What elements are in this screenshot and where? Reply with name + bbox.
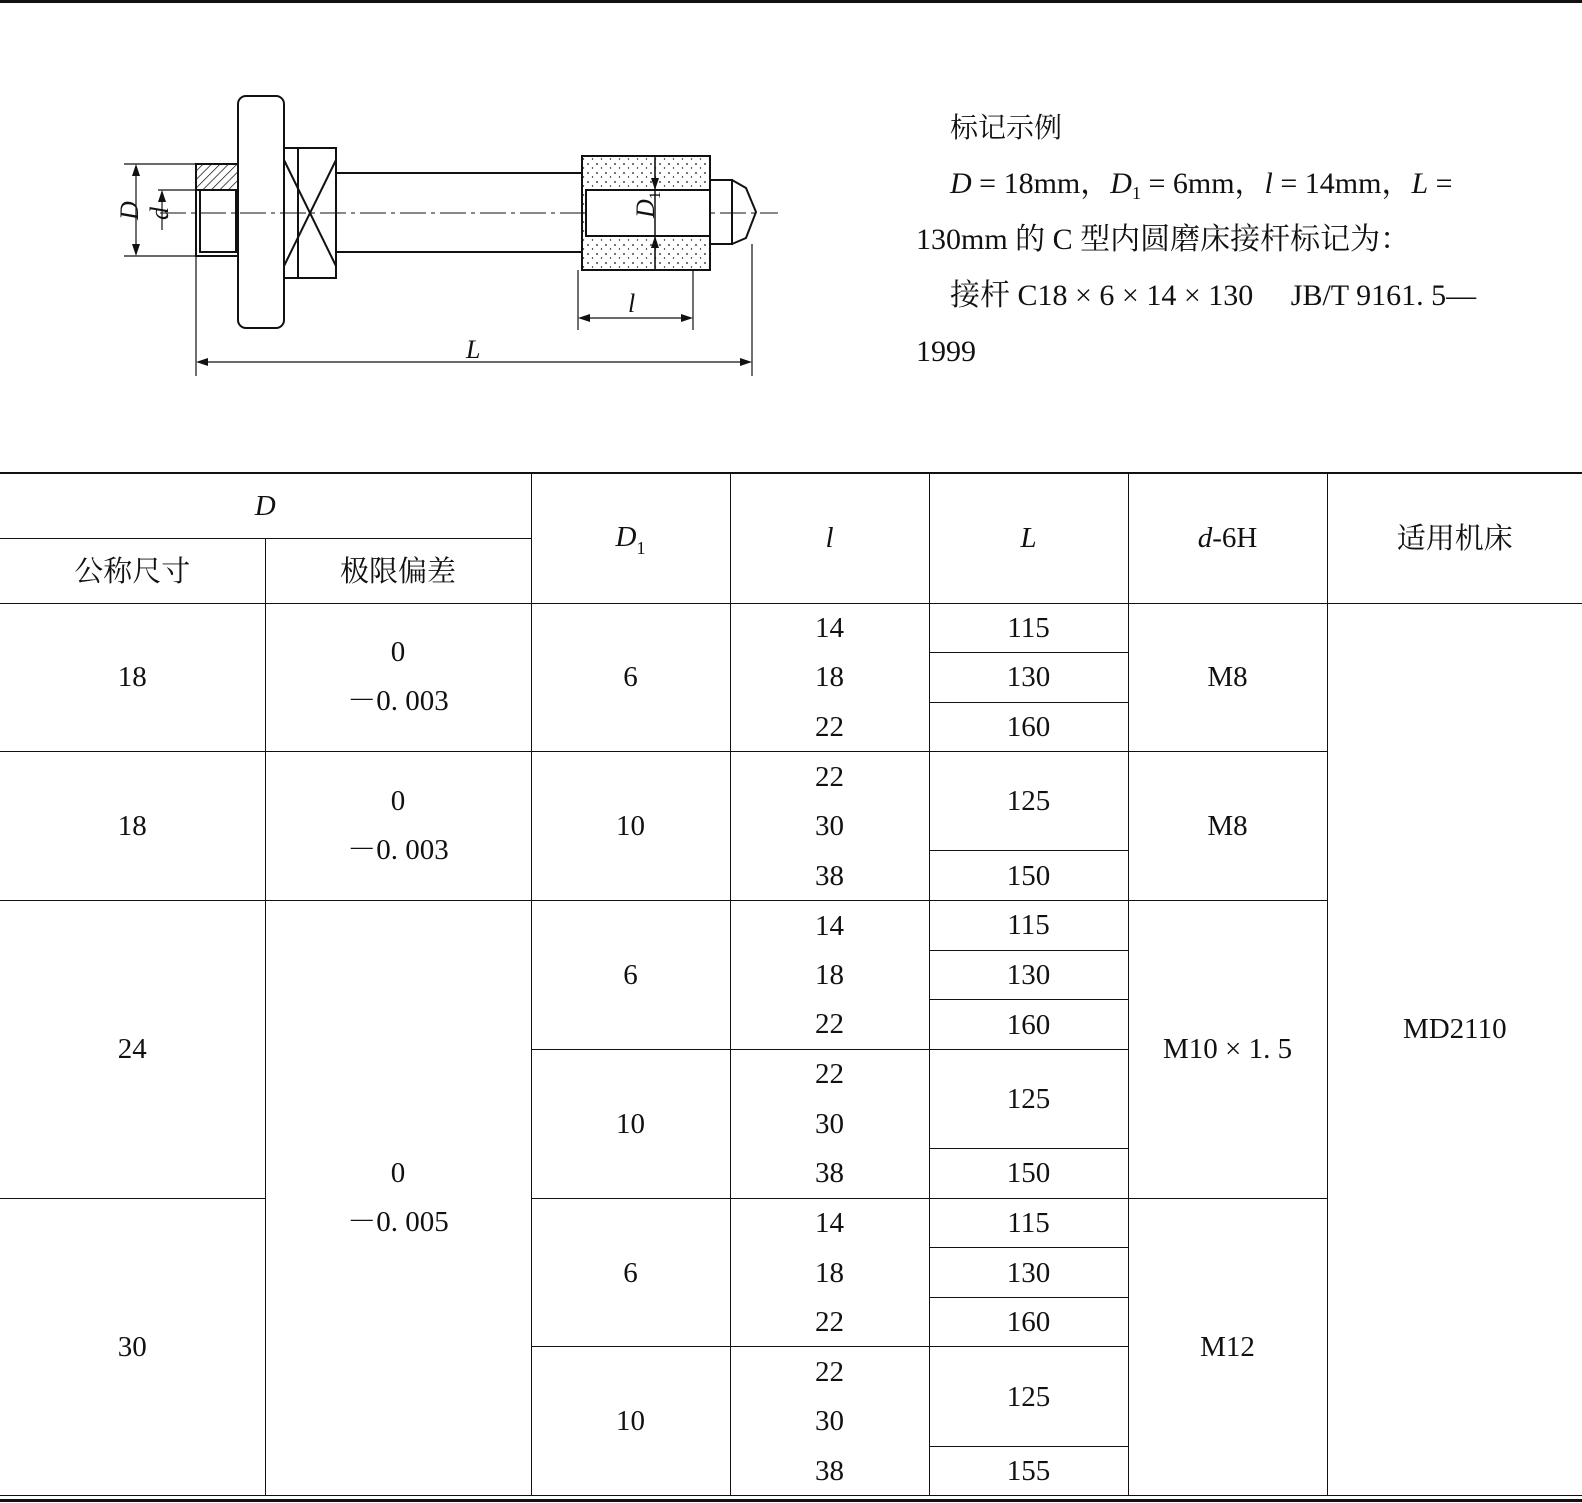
cell-l: 14 — [730, 603, 929, 653]
cell-l: 38 — [730, 851, 929, 901]
example-line-1: D = 18mm，$D_1 = 6mm$，l = 14mm，L = — [950, 167, 1453, 203]
label-D: D — [115, 201, 144, 220]
cell-L: 160 — [929, 1000, 1128, 1050]
bottom-rule — [0, 1499, 1582, 1502]
header-deviation: 极限偏差 — [265, 538, 531, 603]
cell-L: 115 — [929, 901, 1128, 951]
cell-deviation: 0 －0. 005 — [265, 901, 531, 1496]
cell-deviation: 0 －0. 003 — [265, 752, 531, 901]
cell-D1: 10 — [531, 752, 730, 901]
cell-L: 115 — [929, 1198, 1128, 1248]
header-nominal: 公称尺寸 — [0, 538, 265, 603]
example-line-4: 1999 — [916, 335, 976, 368]
cell-l: 18 — [730, 950, 929, 1000]
cell-L: 125 — [929, 1049, 1128, 1148]
cell-l: 22 — [730, 1347, 929, 1397]
cell-thread: M8 — [1128, 752, 1327, 901]
cell-l: 38 — [730, 1446, 929, 1496]
cell-l: 22 — [730, 752, 929, 802]
cell-l: 18 — [730, 653, 929, 703]
cell-L: 150 — [929, 1149, 1128, 1199]
label-d: d — [145, 207, 174, 220]
cell-l: 22 — [730, 1297, 929, 1347]
header-D1: $D_1$ — [531, 473, 730, 603]
cell-l: 22 — [730, 702, 929, 752]
cell-l: 30 — [815, 1405, 845, 1438]
cell-D1: 6 — [531, 1198, 730, 1347]
top-rule — [0, 0, 1582, 3]
header-L: L — [929, 473, 1128, 603]
cell-thread: M8 — [1128, 603, 1327, 752]
cell-L: 160 — [929, 702, 1128, 752]
cell-L: 155 — [929, 1446, 1128, 1496]
example-line-3: 接杆 C18 × 6 × 14 × 130 JB/T 9161. 5— — [950, 279, 1477, 312]
cell-l: 18 — [730, 1248, 929, 1298]
header-l: l — [730, 473, 929, 603]
label-L: L — [466, 335, 481, 364]
example-line-2: 130mm 的 C 型内圆磨床接杆标记为： — [916, 223, 1411, 256]
cell-l: 22 — [730, 1000, 929, 1050]
cell-D: 18 — [0, 752, 265, 901]
cell-L: 150 — [929, 851, 1128, 901]
cell-D1: 6 — [531, 901, 730, 1050]
cell-deviation: 0 －0. 003 — [265, 603, 531, 752]
cell-D1: 6 — [531, 603, 730, 752]
cell-l: 14 — [730, 901, 929, 951]
cell-D1: 10 — [531, 1049, 730, 1198]
label-D1: $D_1$ — [631, 191, 664, 218]
cell-l: 30 — [815, 810, 845, 843]
cell-l: 30 — [815, 1107, 845, 1140]
marking-example — [916, 100, 1561, 380]
cell-l: 14 — [730, 1198, 929, 1248]
cell-L: 125 — [929, 1347, 1128, 1446]
cell-L: 125 — [929, 752, 1128, 851]
header-d6H: d-6H — [1128, 473, 1327, 603]
spec-table — [0, 472, 1582, 1496]
header-machine: 适用机床 — [1327, 473, 1582, 603]
cell-l: 38 — [730, 1149, 929, 1199]
cell-L: 130 — [929, 950, 1128, 1000]
cell-thread: M10 × 1. 5 — [1128, 901, 1327, 1199]
cell-thread: M12 — [1128, 1198, 1327, 1496]
boring-bar-drawing — [100, 80, 800, 390]
label-l: l — [628, 289, 636, 318]
cell-machine: MD2110 — [1327, 603, 1582, 1496]
cell-L: 115 — [929, 603, 1128, 653]
cell-D1: 10 — [531, 1347, 730, 1496]
cell-l: 22 — [730, 1049, 929, 1099]
example-heading: 标记示例 — [950, 111, 1063, 144]
cell-L: 130 — [929, 653, 1128, 703]
cell-D: 30 — [0, 1198, 265, 1496]
header-D: D — [0, 473, 531, 538]
cell-D: 24 — [0, 901, 265, 1199]
cell-L: 130 — [929, 1248, 1128, 1298]
cell-L: 160 — [929, 1297, 1128, 1347]
cell-D: 18 — [0, 603, 265, 752]
